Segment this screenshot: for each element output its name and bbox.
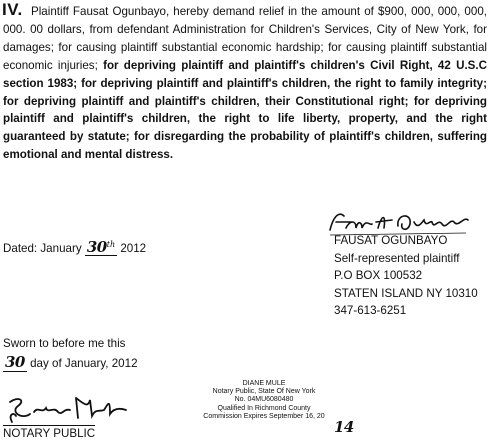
relief-paragraph-lead: Plaintiff Fausat Ogunbayo, hereby demand relief in the amount of $900, 000, 000, 000, 000. 00 dollars, from defendant Administration for Children's Services, City of New York, for damages; for causing plaintiff substantial economic hardship; for causing plaintiff substantial economic injuries;	[3, 5, 487, 72]
notary-signature-icon	[4, 394, 134, 429]
stamp-line-2: No. 04MU6080480	[234, 396, 294, 404]
plaintiff-role: Self-represented plaintiff	[334, 251, 460, 265]
plaintiff-name: FAUSAT OGUNBAYO	[334, 234, 448, 247]
notary-public-label: NOTARY PUBLIC	[3, 427, 96, 440]
sworn-line-2: 30 day of January, 2012	[5, 353, 138, 371]
relief-paragraph-bold: for depriving plaintiff and plaintiff's children's Civil Right, 42 U.S.C section 1983; for depriving plaintiff and plaintiff's children, the right to family integrity; for depriving plaintiff and plaintiff's children, their Constitutional right; for depriving plaintiff and plaintiff's children, the right to life liberty, property, and the right guaranteed by statute; for disregarding the probability of plaintiff's children, suffering emotional and mental distress.	[3, 58, 488, 162]
stamp-line-3: Qualified In Richmond County	[217, 404, 311, 412]
sworn-line-1: Sworn to before me this	[3, 337, 126, 350]
sworn-statement	[3, 335, 138, 373]
stamp-line-4: Commission Expires September 16, 20	[203, 412, 325, 420]
plaintiff-po-box: P.O BOX 100532	[334, 269, 423, 283]
stamp-name: DIANE MULE	[242, 380, 286, 387]
sworn-day-handwritten: 30	[5, 353, 25, 371]
section-number: IV.	[2, 0, 23, 19]
stamp-year-handwritten: 14	[334, 418, 354, 436]
notary-stamp	[176, 380, 352, 421]
dated-year: 2012	[117, 242, 147, 255]
dated-line	[3, 238, 146, 256]
stamp-line-1: Notary Public, State Of New York	[212, 388, 316, 396]
dated-label: Dated: January	[3, 242, 85, 255]
plaintiff-phone: 347-613-6251	[334, 304, 407, 318]
relief-paragraph	[3, 3, 487, 164]
plaintiff-city: STATEN ISLAND NY 10310	[334, 286, 478, 300]
dated-day-handwritten: 30th	[86, 238, 116, 256]
plaintiff-address-block	[334, 232, 478, 320]
